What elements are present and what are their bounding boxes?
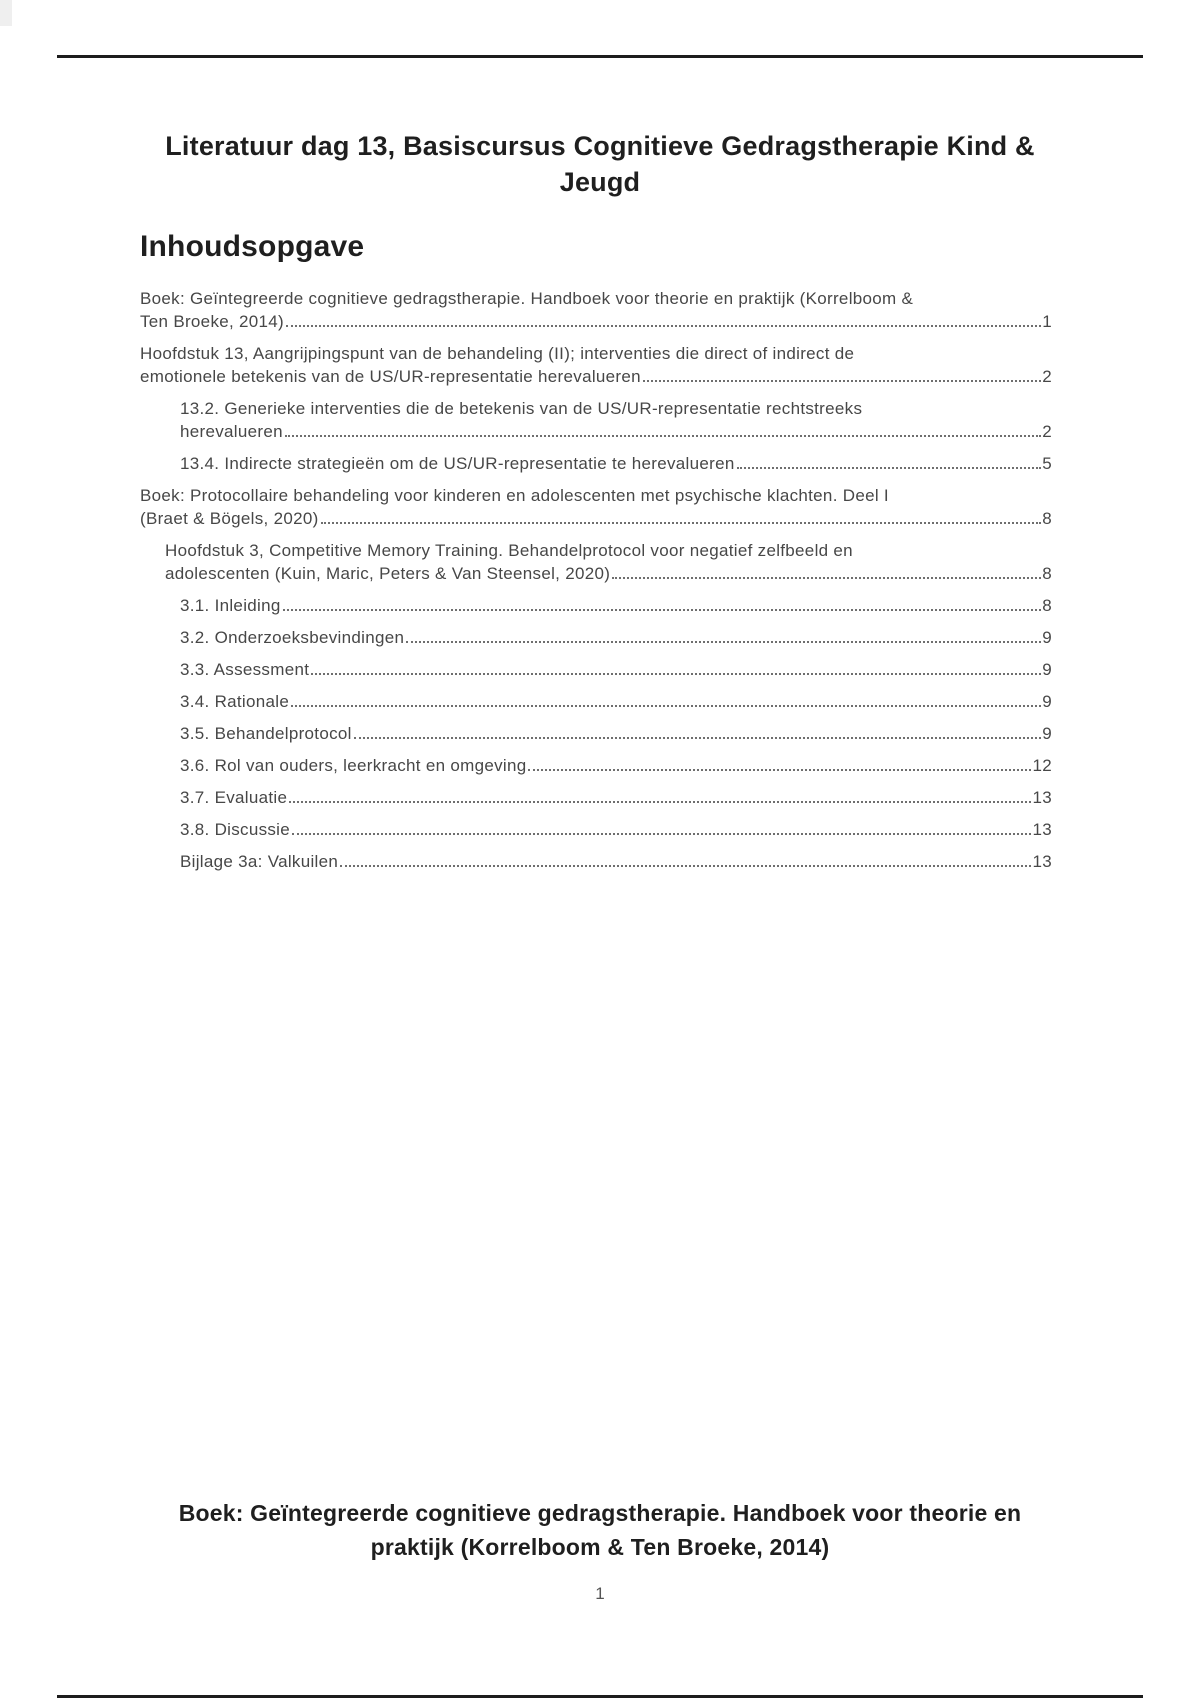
toc-entry[interactable] — [140, 539, 1052, 585]
toc-entry[interactable] — [140, 754, 1052, 777]
section-heading — [0, 1496, 1200, 1564]
toc-entry-text: 3.3. Assessment — [180, 660, 310, 679]
text-line: Boek: Geïntegreerde cognitieve gedragstherapie. Handboek voor theorie en — [178, 1500, 1022, 1526]
dot-leader — [643, 380, 1041, 382]
bottom-rule — [57, 1695, 1143, 1698]
toc-entry-lastline — [140, 310, 1052, 333]
toc-entry-lastline — [140, 365, 1052, 388]
toc-entry-lastline — [180, 754, 1052, 777]
text-line: Jeugd — [559, 167, 641, 197]
dot-leader — [289, 801, 1031, 803]
dot-leader — [292, 833, 1031, 835]
toc-page-number: 9 — [1042, 692, 1052, 711]
toc-entry-text: Bijlage 3a: Valkuilen — [180, 852, 339, 871]
toc-entry-text: 3.1. Inleiding — [180, 596, 281, 615]
toc-entry-text: emotionele betekenis van de US/UR-representatie herevalueren — [140, 367, 641, 386]
toc-entry-text: 3.4. Rationale — [180, 692, 290, 711]
dot-leader — [737, 467, 1042, 469]
toc-entry-text: 13.4. Indirecte strategieën om de US/UR-representatie te herevalueren — [180, 454, 735, 473]
toc-entry-text: 3.2. Onderzoeksbevindingen — [180, 628, 405, 647]
dot-leader — [283, 609, 1042, 611]
dot-leader — [321, 522, 1042, 524]
toc-entry[interactable] — [140, 594, 1052, 617]
toc-entry-lastline — [180, 786, 1052, 809]
toc-entry-lastline — [180, 420, 1052, 443]
toc-entry[interactable] — [140, 818, 1052, 841]
toc-page-number: 5 — [1042, 454, 1052, 473]
toc-page-number: 13 — [1032, 820, 1052, 839]
toc-entry[interactable] — [140, 397, 1052, 443]
toc-page-number: 8 — [1042, 564, 1052, 583]
corner-artifact — [0, 0, 12, 26]
dot-leader — [311, 673, 1041, 675]
toc-entry[interactable] — [140, 850, 1052, 873]
dot-leader — [612, 577, 1041, 579]
toc-entry-lastline — [180, 818, 1052, 841]
toc-entry-text: 13.2. Generieke interventies die de betekenis van de US/UR-representatie rechtstreeks — [180, 399, 863, 418]
toc-entry-text: 3.8. Discussie — [180, 820, 291, 839]
toc-entry[interactable] — [140, 484, 1052, 530]
dot-leader — [406, 641, 1041, 643]
toc-page-number: 12 — [1032, 756, 1052, 775]
toc-page-number: 8 — [1042, 596, 1052, 615]
toc-entry-lastline — [140, 507, 1052, 530]
toc-entry-text: 3.6. Rol van ouders, leerkracht en omgeving — [180, 756, 527, 775]
text-line: praktijk (Korrelboom & Ten Broeke, 2014) — [370, 1534, 830, 1560]
toc-entry[interactable] — [140, 626, 1052, 649]
toc-entry-lastline — [180, 658, 1052, 681]
toc-heading: Inhoudsopgave — [140, 230, 365, 263]
toc-entry-lastline — [180, 594, 1052, 617]
text-line: Literatuur dag 13, Basiscursus Cognitieve Gedragstherapie Kind & — [165, 131, 1035, 161]
toc-page-number: 2 — [1042, 367, 1052, 386]
toc-entry[interactable] — [140, 287, 1052, 333]
toc-page-number: 8 — [1042, 509, 1052, 528]
toc-entry-text: Ten Broeke, 2014) — [140, 312, 285, 331]
toc-entry-text: Hoofdstuk 13, Aangrijpingspunt van de behandeling (II); interventies die direct of indirect de — [140, 344, 855, 363]
toc-page-number: 13 — [1032, 852, 1052, 871]
toc-entry-lastline — [180, 626, 1052, 649]
toc-entry[interactable] — [140, 452, 1052, 475]
toc-entry-lastline — [165, 562, 1052, 585]
toc-entry-lastline — [180, 850, 1052, 873]
dot-leader — [291, 705, 1041, 707]
toc-entry[interactable] — [140, 690, 1052, 713]
toc-entry-text: Hoofdstuk 3, Competitive Memory Training. Behandelprotocol voor negatief zelfbeeld en — [165, 541, 853, 560]
dot-leader — [528, 769, 1031, 771]
toc-entry-text: 3.7. Evaluatie — [180, 788, 288, 807]
dot-leader — [340, 865, 1031, 867]
dot-leader — [285, 435, 1041, 437]
toc-entry-text: herevalueren — [180, 422, 283, 441]
toc-entry-text: adolescenten (Kuin, Maric, Peters & Van Steensel, 2020) — [165, 564, 611, 583]
toc-entry[interactable] — [140, 786, 1052, 809]
toc-page-number: 9 — [1042, 628, 1052, 647]
toc-page-number: 13 — [1032, 788, 1052, 807]
top-rule — [57, 55, 1143, 58]
toc-list — [140, 287, 1052, 882]
dot-leader — [286, 325, 1041, 327]
toc-entry-text: 3.5. Behandelprotocol — [180, 724, 352, 743]
dot-leader — [354, 737, 1042, 739]
toc-entry-text: (Braet & Bögels, 2020) — [140, 509, 319, 528]
toc-page-number: 1 — [1042, 312, 1052, 331]
toc-page-number: 2 — [1042, 422, 1052, 441]
toc-entry[interactable] — [140, 342, 1052, 388]
toc-entry-lastline — [180, 452, 1052, 475]
toc-entry-lastline — [180, 722, 1052, 745]
toc-entry-lastline — [180, 690, 1052, 713]
toc-entry-text: Boek: Protocollaire behandeling voor kinderen en adolescenten met psychische klachten. Deel I — [140, 486, 889, 505]
toc-entry[interactable] — [140, 658, 1052, 681]
toc-entry-text: Boek: Geïntegreerde cognitieve gedragstherapie. Handboek voor theorie en praktijk (Korrelboom & — [140, 289, 914, 308]
page-number: 1 — [595, 1584, 605, 1603]
toc-entry[interactable] — [140, 722, 1052, 745]
toc-page-number: 9 — [1042, 724, 1052, 743]
toc-page-number: 9 — [1042, 660, 1052, 679]
document-title — [0, 128, 1200, 200]
